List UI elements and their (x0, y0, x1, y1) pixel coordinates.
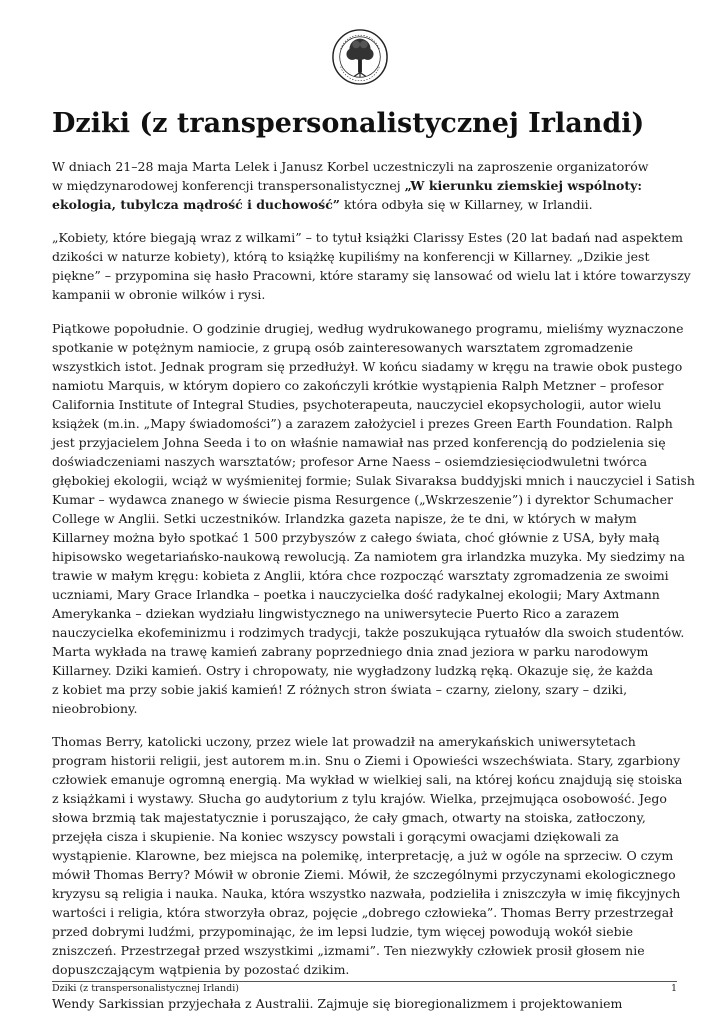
line-text: doświadczeniami naszych warsztatów; profesor Arne Naess – osiemdziesięciodwuletni twórca (52, 453, 648, 469)
paragraph (52, 157, 672, 214)
footer-title: Dziki (z transpersonalistycznej Irlandi) (52, 983, 239, 994)
line-text: która odbyła się w Killarney, w Irlandii. (340, 197, 593, 212)
line-text: spotkanie w potężnym namiocie, z grupą osób zainteresowanych warsztatem zgromadzenie (52, 339, 634, 355)
line-text: Killarney można było spotkać 1 500 przybyszów z całego świata, choć głównie z USA, były małą (52, 529, 660, 545)
line-text: Killarney. Dziki kamień. Ostry i chropowaty, nie wygładzony ludzką ręką. Okazuje się, że każda (52, 662, 654, 678)
line-text: Marta wykłada na trawę kamień zabrany poprzedniego dnia znad jeziora w parku narodowym (52, 643, 649, 659)
line-text: piękne” – przypomina się hasło Pracowni, które staramy się lansować od wielu lat i które towarzyszy (52, 268, 691, 284)
text-line (52, 376, 672, 395)
text-line (52, 903, 672, 922)
tree-seal-icon (331, 28, 389, 86)
line-text: dzikości w naturze kobiety), którą to książkę kupiliśmy na konferencji w Killarney. „Dzikie jest (52, 249, 650, 265)
text-line (52, 941, 672, 960)
line-text: trawie w małym kręgu: kobieta z Anglii, która chce rozpocząć warsztaty zgromadzenia ze swoimi (52, 567, 669, 583)
page-title: Dziki (z transpersonalistycznej Irlandi) (52, 108, 645, 139)
text-line (52, 433, 672, 452)
text-line (52, 228, 684, 247)
line-text: kampanii w obronie wilków i rysi. (52, 287, 266, 303)
line-text: książek (m.in. „Mapy świadomości”) a zarazem założyciel i prezes Green Earth Foundation. Ralph (52, 415, 673, 431)
text-line (52, 176, 672, 195)
paragraph (52, 319, 695, 718)
text-line (52, 732, 672, 751)
text-line (52, 285, 672, 304)
text-line (52, 471, 695, 490)
text-line (52, 846, 672, 865)
line-text: z książkami i wystawy. Słucha go audytorium z tylu krajów. Wielka, przejmująca osobowość. Jego (52, 791, 667, 807)
line-text: dopuszczającym wątpienia by pozostać dzikim. (52, 962, 350, 978)
article-body (52, 157, 695, 1027)
line-text: program historii religii, jest autorem m.in. Snu o Ziemi i Opowieści wszechświata. Stary, zgarbiony (52, 753, 681, 769)
line-text: mówił Thomas Berry? Mówił w obronie Ziemi. Mówił, że szczególnymi przyczynami ekologicznego (52, 867, 676, 883)
text-line (52, 566, 672, 585)
text-line (52, 642, 672, 661)
conference-title-bold: „W kierunku ziemskiej wspólnoty: (404, 178, 643, 193)
line-text: California Institute of Integral Studies, psychoterapeuta, nauczyciel ekopsychologii, autor wielu (52, 396, 662, 412)
line-text: Amerykanka – dziekan wydziału lingwistycznego na uniwersytecie Puerto Rico a zarazem (52, 605, 620, 621)
line-text: człowiek emanuje ogromną energią. Ma wykład w wielkiej sali, na której końcu znajdują się stoiska (52, 772, 683, 788)
conference-title-bold: ekologia, tubylcza mądrość i duchowość” (52, 197, 340, 212)
text-line (52, 319, 684, 338)
paragraph (52, 228, 691, 304)
text-line (52, 157, 672, 176)
text-line (52, 751, 681, 770)
text-line (52, 884, 681, 903)
text-line (52, 661, 672, 680)
line-text: wystąpienie. Klarowne, bez miejsca na polemikę, interpretację, a już w ogóle na sprzeciw. O czym (52, 848, 674, 864)
paragraph (52, 994, 672, 1013)
line-text: słowa brzmią tak majestatycznie i poruszająco, że cały gmach, otwarty na stoiska, zatłoczony, (52, 810, 646, 826)
text-line (52, 547, 685, 566)
line-text: przed dobrymi ludźmi, przypominając, że im lepsi ludzie, tym więcej powodują wokół siebie (52, 924, 633, 940)
paragraph (52, 732, 683, 979)
line-text: hipisowsko wegetariańsko-naukową rewolucją. Za namiotem gra irlandzka muzyka. My siedzimy na (52, 548, 685, 564)
text-line (52, 357, 683, 376)
text-line (52, 922, 672, 941)
line-text: kryzysu są religia i nauka. Nauka, która wszystko nazwała, podzieliła i zniszczyła w imię fikcyjnych (52, 886, 681, 902)
text-line (52, 604, 672, 623)
text-line (52, 195, 672, 214)
line-text: głębokiej ekologii, wciąż w wyśmienitej formie; Sulak Sivaraksa buddyjski mnich i nauczyciel i Satish (52, 472, 695, 488)
text-line (52, 770, 683, 789)
line-text: uczniami, Mary Grace Irlandka – poetka i nauczycielka dość radykalnej ekologii; Mary Axtmann (52, 586, 660, 602)
text-line (52, 452, 672, 471)
line-text: W dniach 21–28 maja Marta Lelek i Janusz Korbel uczestniczyli na zaproszenie organizatorów (52, 159, 649, 174)
line-text: zniszczeń. Przestrzegał przed wszystkimi „izmami”. Ten niezwykły człowiek prosił głosem nie (52, 943, 645, 959)
line-text: wartości i religia, która stworzyła obraz, pojęcie „dobrego człowieka”. Thomas Berry przestrzegał (52, 905, 674, 921)
line-text: „Kobiety, które biegają wraz z wilkami” – to tytuł książki Clarissy Estes (20 lat badań nad aspektem (52, 230, 684, 246)
text-line (52, 509, 672, 528)
line-text: przejęła cisza i skupienie. Na koniec wszyscy powstali i gorącymi owacjami dziękowali za (52, 829, 620, 845)
text-line (52, 585, 672, 604)
line-text: Wendy Sarkissian przyjechała z Australii. Zajmuje się bioregionalizmem i projektowaniem (52, 995, 623, 1011)
text-line (52, 960, 672, 979)
line-text: Piątkowe popołudnie. O godzinie drugiej, według wydrukowanego programu, mieliśmy wyznaczone (52, 320, 684, 336)
text-line (52, 414, 672, 433)
text-line (52, 490, 672, 509)
page-number: 1 (670, 983, 677, 994)
text-line (52, 338, 672, 357)
text-line (52, 994, 672, 1013)
line-text: jest przyjacielem Johna Seeda i to on właśnie namawiał nas przed konferencją do podzielenia się (52, 434, 666, 450)
text-line (52, 247, 672, 266)
line-text: wszystkich istot. Jednak program się przedłużył. W końcu siadamy w kręgu na trawie obok pustego (52, 358, 683, 374)
line-text: College w Anglii. Setki uczestników. Irlandzka gazeta napisze, że te dni, w których w małym (52, 510, 637, 526)
line-text: nauczycielka ekofeminizmu i rodzimych tradycji, także poszukująca rytuałów dla swoich studentów. (52, 624, 685, 640)
text-line (52, 699, 672, 718)
text-line (52, 528, 672, 547)
line-text: z kobiet ma przy sobie jakiś kamień! Z różnych stron świata – czarny, zielony, szary – dziki, (52, 681, 628, 697)
text-line (52, 395, 672, 414)
line-text: w międzynarodowej konferencji transpersonalistycznej (52, 178, 405, 193)
line-text: nieobrobiony. (52, 700, 138, 716)
text-line (52, 623, 685, 642)
line-text: Thomas Berry, katolicki uczony, przez wiele lat prowadził na amerykańskich uniwersytetach (52, 734, 636, 750)
line-text: Kumar – wydawca znanego w świecie pisma Resurgence („Wskrzeszenie”) i dyrektor Schumacher (52, 491, 673, 507)
text-line (52, 808, 672, 827)
text-line (52, 865, 676, 884)
line-text: namiotu Marquis, w którym dopiero co zakończyli krótkie wystąpienia Ralph Metzner – profesor (52, 377, 664, 393)
text-line (52, 789, 672, 808)
text-line (52, 827, 672, 846)
text-line (52, 680, 672, 699)
footer-divider (52, 981, 677, 982)
text-line (52, 266, 691, 285)
